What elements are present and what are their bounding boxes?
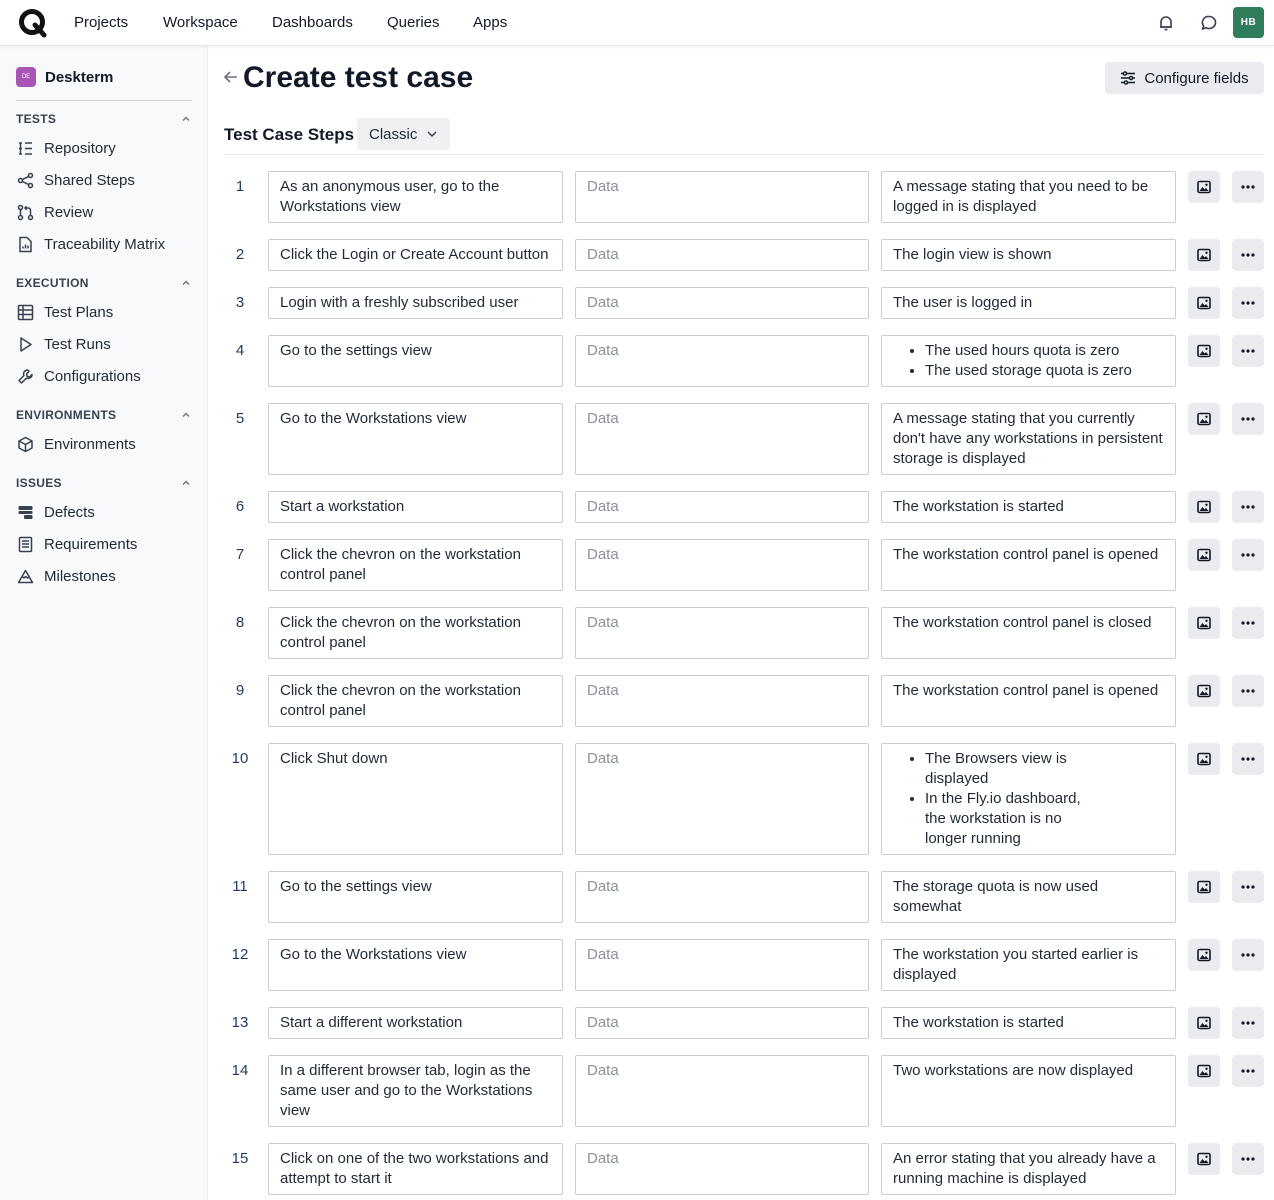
sidebar-item-label: Review [44,203,94,221]
attach-image-button[interactable] [1188,539,1220,571]
step-expected-result-field[interactable]: The workstation control panel is closed [881,607,1176,659]
more-horizontal-icon [1241,689,1255,693]
step-action-field[interactable]: Start a different workstation [268,1007,563,1039]
attach-image-button[interactable] [1188,1055,1220,1087]
sidebar-item-label: Milestones [44,567,116,585]
image-icon [1197,684,1211,698]
cube-icon [16,435,34,453]
step-action-field[interactable]: Click the chevron on the workstation control panel [268,607,563,659]
sidebar-item-label: Shared Steps [44,171,135,189]
step-more-button[interactable] [1232,1143,1264,1175]
section-title: ENVIRONMENTS [16,408,117,422]
more-horizontal-icon [1241,505,1255,509]
step-expected-result-field[interactable] [881,335,1176,387]
step-action-field[interactable]: As an anonymous user, go to the Workstations view [268,171,563,223]
section-execution-header[interactable] [16,275,192,291]
step-expected-result-field[interactable]: The workstation control panel is opened [881,675,1176,727]
expected-result-item: • The used storage quota is zero [925,361,1164,381]
sidebar-item-traceability-matrix[interactable] [16,232,192,256]
attach-image-button[interactable] [1188,1143,1220,1175]
step-data-field[interactable]: Data [575,939,869,991]
nav-workspace[interactable]: Workspace [163,14,238,31]
step-action-field[interactable]: Click the chevron on the workstation control panel [268,675,563,727]
step-expected-result-field[interactable]: A message stating that you need to be logged in is displayed [881,171,1176,223]
attach-image-button[interactable] [1188,335,1220,367]
step-number: 15 [231,1150,249,1167]
sidebar-item-test-runs[interactable] [16,332,192,356]
chevron-down-icon [426,128,438,140]
step-expected-result-field[interactable]: An error stating that you already have a running machine is displayed [881,1143,1176,1195]
configure-fields-button[interactable] [1105,62,1264,94]
step-action-field[interactable]: Start a workstation [268,491,563,523]
section-issues-header[interactable] [16,475,192,491]
more-horizontal-icon [1241,885,1255,889]
step-action-field[interactable]: Click the Login or Create Account button [268,239,563,271]
image-icon [1197,1016,1211,1030]
wrench-icon [16,367,34,385]
sidebar-item-label: Repository [44,139,116,157]
more-horizontal-icon [1241,953,1255,957]
more-horizontal-icon [1241,553,1255,557]
step-number: 7 [235,546,245,563]
project-name: Deskterm [45,68,114,86]
step-action-field[interactable]: Login with a freshly subscribed user [268,287,563,319]
step-more-button[interactable] [1232,871,1264,903]
attach-image-button[interactable] [1188,239,1220,271]
expected-result-item: • The Browsers view is displayed [925,749,1103,789]
section-title: TESTS [16,112,57,126]
attach-image-button[interactable] [1188,287,1220,319]
bell-icon[interactable] [1155,12,1177,34]
step-data-field[interactable]: Data [575,1007,869,1039]
step-more-button[interactable] [1232,171,1264,203]
step-action-field[interactable]: Click the chevron on the workstation control panel [268,539,563,591]
step-action-field[interactable]: Click on one of the two workstations and attempt to start it [268,1143,563,1195]
configure-fields-label: Configure fields [1144,69,1249,87]
step-data-field[interactable]: Data [575,675,869,727]
report-icon [16,235,34,253]
section-tests-header[interactable] [16,111,192,127]
project-badge: DE [16,67,36,87]
step-data-field[interactable]: Data [575,871,869,923]
step-number: 11 [232,878,248,895]
image-icon [1197,948,1211,962]
step-data-field[interactable]: Data [575,607,869,659]
step-more-button[interactable] [1232,491,1264,523]
steps-mode-value: Classic [369,125,418,143]
step-expected-result-field[interactable]: The workstation is started [881,1007,1176,1039]
sidebar-item-label: Test Runs [44,335,111,353]
more-horizontal-icon [1241,253,1255,257]
image-icon [1197,1152,1211,1166]
step-number: 13 [231,1014,249,1031]
mountain-icon [16,567,34,585]
image-icon [1197,500,1211,514]
step-more-button[interactable] [1232,939,1264,971]
chevron-up-icon [180,409,192,421]
step-expected-result-field[interactable]: The storage quota is now used somewhat [881,871,1176,923]
arrow-left-icon[interactable] [222,68,240,86]
step-number: 4 [235,342,245,359]
step-data-field[interactable]: Data [575,1143,869,1195]
attach-image-button[interactable] [1188,743,1220,775]
step-number: 2 [235,246,245,263]
nav-apps[interactable]: Apps [473,14,508,31]
attach-image-button[interactable] [1188,939,1220,971]
sidebar-item-defects[interactable] [16,500,192,524]
page-title: Create test case [243,61,474,94]
top-navbar [0,0,1274,46]
image-icon [1197,880,1211,894]
more-horizontal-icon [1241,757,1255,761]
more-horizontal-icon [1241,621,1255,625]
section-title: EXECUTION [16,276,89,290]
steps-mode-select[interactable] [357,118,450,150]
section-title: ISSUES [16,476,62,490]
sidebar-item-repository[interactable] [16,136,192,160]
step-number: 1 [235,178,245,195]
nav-queries[interactable]: Queries [387,14,440,31]
attach-image-button[interactable] [1188,675,1220,707]
step-action-field[interactable]: Go to the settings view [268,335,563,387]
sidebar-item-label: Configurations [44,367,141,385]
step-more-button[interactable] [1232,607,1264,639]
sidebar-item-review[interactable] [16,200,192,224]
step-more-button[interactable] [1232,403,1264,435]
step-expected-result-field[interactable]: The workstation is started [881,491,1176,523]
chevron-up-icon [180,277,192,289]
step-action-field[interactable]: In a different browser tab, login as the same user and go to the Workstations view [268,1055,563,1127]
step-action-field[interactable]: Go to the Workstations view [268,939,563,991]
step-data-field[interactable]: Data [575,743,869,855]
share-icon [16,171,34,189]
step-more-button[interactable] [1232,1007,1264,1039]
step-data-field[interactable]: Data [575,287,869,319]
image-icon [1197,1064,1211,1078]
step-number: 6 [235,498,245,515]
project-switcher[interactable] [16,66,113,88]
user-avatar[interactable]: HB [1233,7,1264,38]
qase-logo[interactable] [18,8,48,38]
attach-image-button[interactable] [1188,403,1220,435]
nav-projects[interactable]: Projects [74,14,129,31]
sidebar-item-requirements[interactable] [16,532,192,556]
step-expected-result-field[interactable] [881,743,1176,855]
step-expected-result-field[interactable]: The workstation control panel is opened [881,539,1176,591]
document-icon [16,535,34,553]
image-icon [1197,412,1211,426]
attach-image-button[interactable] [1188,491,1220,523]
sidebar-item-test-plans[interactable] [16,300,192,324]
chevron-up-icon [180,477,192,489]
step-number: 8 [235,614,245,631]
step-more-button[interactable] [1232,239,1264,271]
step-more-button[interactable] [1232,1055,1264,1087]
sliders-icon [1120,70,1136,86]
sidebar-divider [16,100,192,101]
expected-result-list [893,749,1103,849]
sidebar-item-shared-steps[interactable] [16,168,192,192]
more-horizontal-icon [1241,301,1255,305]
expected-result-item: • In the Fly.io dashboard, the workstation is no longer running [925,789,1103,849]
step-data-field[interactable]: Data [575,171,869,223]
step-action-field[interactable]: Go to the settings view [268,871,563,923]
more-horizontal-icon [1241,417,1255,421]
step-more-button[interactable] [1232,539,1264,571]
step-data-field[interactable]: Data [575,335,869,387]
attach-image-button[interactable] [1188,1007,1220,1039]
sidebar-item-configurations[interactable] [16,364,192,388]
section-environments-header[interactable] [16,407,192,423]
step-expected-result-field[interactable]: The login view is shown [881,239,1176,271]
sidebar-item-label: Traceability Matrix [44,235,166,253]
play-icon [16,335,34,353]
more-horizontal-icon [1241,1157,1255,1161]
image-icon [1197,752,1211,766]
table-list-icon [16,303,34,321]
step-more-button[interactable] [1232,743,1264,775]
sidebar-item-label: Requirements [44,535,138,553]
step-number: 5 [235,410,245,427]
more-horizontal-icon [1241,1069,1255,1073]
step-action-field[interactable]: Click Shut down [268,743,563,855]
step-more-button[interactable] [1232,335,1264,367]
step-number: 14 [231,1062,249,1079]
step-number: 3 [235,294,245,311]
image-icon [1197,548,1211,562]
git-pull-request-icon [16,203,34,221]
step-number: 12 [231,946,249,963]
chat-icon[interactable] [1198,12,1220,34]
sidebar-item-label: Test Plans [44,303,114,321]
step-action-field[interactable]: Go to the Workstations view [268,403,563,475]
step-expected-result-field[interactable]: A message stating that you currently don't have any workstations in persistent storage is displayed [881,403,1176,475]
sidebar-item-milestones[interactable] [16,564,192,588]
more-horizontal-icon [1241,1021,1255,1025]
step-data-field[interactable]: Data [575,539,869,591]
step-number: 10 [231,750,249,767]
step-more-button[interactable] [1232,675,1264,707]
step-data-field[interactable]: Data [575,1055,869,1127]
defects-icon [16,503,34,521]
sidebar-item-label: Defects [44,503,95,521]
sidebar-item-label: Environments [44,435,136,453]
attach-image-button[interactable] [1188,171,1220,203]
section-divider [224,154,1264,155]
image-icon [1197,248,1211,262]
more-horizontal-icon [1241,349,1255,353]
step-more-button[interactable] [1232,287,1264,319]
sidebar-item-environments[interactable] [16,432,192,456]
main-content [208,46,1274,1200]
step-expected-result-field[interactable]: The user is logged in [881,287,1176,319]
image-icon [1197,344,1211,358]
step-expected-result-field[interactable]: The workstation you started earlier is displayed [881,939,1176,991]
steps-section-title: Test Case Steps [224,125,355,144]
sidebar [0,46,208,1200]
step-data-field[interactable]: Data [575,403,869,475]
step-expected-result-field[interactable]: Two workstations are now displayed [881,1055,1176,1127]
image-icon [1197,296,1211,310]
list-tree-icon [16,139,34,157]
chevron-up-icon [180,113,192,125]
attach-image-button[interactable] [1188,871,1220,903]
attach-image-button[interactable] [1188,607,1220,639]
nav-dashboards[interactable]: Dashboards [272,14,353,31]
step-data-field[interactable]: Data [575,239,869,271]
expected-result-list [893,341,1164,381]
image-icon [1197,616,1211,630]
step-data-field[interactable]: Data [575,491,869,523]
more-horizontal-icon [1241,185,1255,189]
expected-result-item: • The used hours quota is zero [925,341,1164,361]
step-number: 9 [235,682,245,699]
image-icon [1197,180,1211,194]
